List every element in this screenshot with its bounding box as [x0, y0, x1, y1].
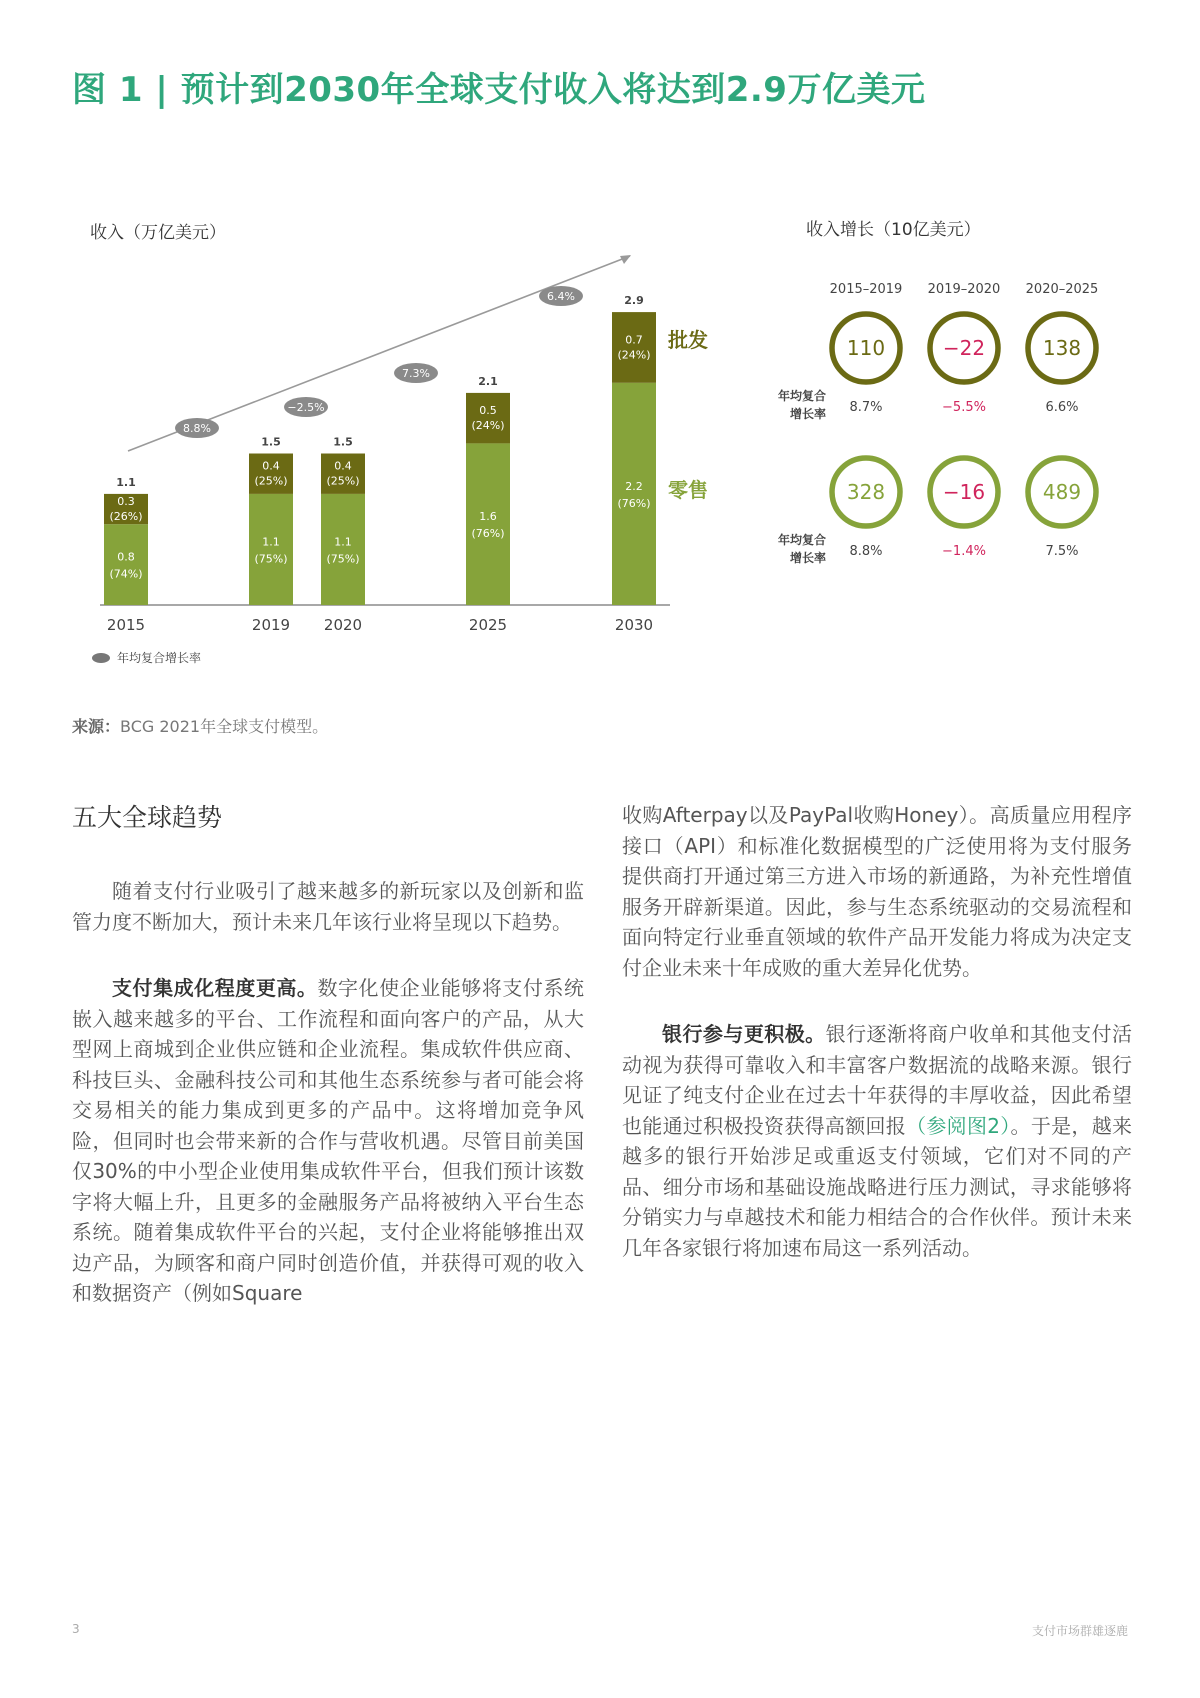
source-label: 来源： [72, 717, 121, 736]
cagr-label: 7.3% [402, 367, 430, 380]
banks-text-b: 。于是，越来越多的银行开始涉足或重返支付领域，它们对不同的产品、细分市场和基础设施战略进行压力测试，寻求能够将分销实力与卓越技术和能力相结合的合作伙伴。预计未来几年各家银行将加速布局这一系列活动。 [622, 1113, 1133, 1260]
wholesale-share-label: (24%) [617, 348, 651, 362]
total-value-label: 2.1 [478, 374, 498, 388]
cagr-row-label-line1: 年均复合 [777, 389, 826, 403]
bar-wholesale-2030 [612, 312, 656, 383]
intro-paragraph: 随着支付行业吸引了越来越多的新玩家以及创新和监管力度不断加大，预计未来几年该行业将呈现以下趋势。 [72, 879, 584, 934]
growth-value: −16 [942, 480, 986, 504]
cagr-value: −1.4% [942, 544, 986, 559]
period-header: 2019–2020 [927, 282, 1001, 297]
wholesale-share-label: (25%) [254, 474, 288, 488]
retail-series-label: 零售 [668, 478, 708, 502]
growth-table-title: 收入增长（10亿美元） [806, 220, 981, 240]
bar-retail-2030 [612, 383, 656, 605]
total-value-label: 2.9 [624, 294, 644, 308]
retail-share-label: (75%) [254, 552, 288, 566]
legend-label: 年均复合增长率 [117, 651, 202, 665]
integration-paragraph [72, 973, 584, 1309]
retail-share-label: (74%) [109, 567, 143, 581]
cagr-row-label-line2: 增长率 [789, 407, 826, 421]
category-label: 2030 [614, 616, 654, 634]
charts-canvas [0, 0, 1200, 700]
category-label: 2025 [468, 616, 508, 634]
banks-heading: 银行参与更积极。 [662, 1022, 826, 1046]
bar-retail-2020 [321, 494, 365, 605]
figure-title: 图 1 | 预计到2030年全球支付收入将达到2.9万亿美元 [72, 70, 926, 110]
continued-paragraph: 收购Afterpay以及PayPal收购Honey）。高质量应用程序接口（API）和标准化数据模型的广泛使用将为支付服务提供商打开通过第三方进入市场的新通路，为补充性增值服务开辟新渠道。因此，参与生态系统驱动的交易流程和面向特定行业垂直领域的软件产品开发能力将成为决定支付企业未来十年成败的重大差异化优势。 [622, 803, 1132, 980]
period-header: 2020–2025 [1025, 282, 1099, 297]
footer-title: 支付市场群雄逐鹿 [1031, 1624, 1128, 1638]
retail-value-label: 1.6 [479, 510, 497, 524]
bar-wholesale-2025 [466, 393, 510, 444]
cagr-value: 8.8% [849, 544, 883, 559]
bar-retail-2025 [466, 443, 510, 605]
source-text: BCG 2021年全球支付模型。 [120, 717, 329, 736]
retail-value-label: 0.8 [117, 550, 135, 564]
wholesale-value-label: 0.3 [117, 495, 135, 509]
cagr-value: 8.7% [849, 400, 883, 415]
retail-share-label: (75%) [326, 552, 360, 566]
figure-2-link[interactable]: （参阅图2） [906, 1113, 1011, 1138]
retail-share-label: (76%) [617, 496, 651, 510]
category-label: 2015 [106, 616, 146, 634]
left-column [72, 876, 584, 1345]
wholesale-value-label: 0.4 [334, 459, 352, 473]
integration-heading: 支付集成化程度更高。 [112, 976, 318, 1000]
period-header: 2015–2019 [829, 282, 903, 297]
wholesale-value-label: 0.7 [625, 333, 643, 347]
right-column [622, 800, 1132, 1299]
bar-retail-2019 [249, 494, 293, 605]
bar-chart-title: 收入（万亿美元） [90, 223, 226, 243]
wholesale-series-label: 批发 [668, 328, 708, 352]
cagr-row-label-line1: 年均复合 [777, 533, 826, 547]
legend-marker [92, 653, 110, 663]
growth-value: −22 [942, 336, 986, 360]
category-label: 2020 [323, 616, 363, 634]
page-number: 3 [72, 1622, 80, 1636]
section-title: 五大全球趋势 [72, 803, 223, 832]
cagr-value: 7.5% [1045, 544, 1079, 559]
retail-value-label: 1.1 [334, 535, 352, 549]
wholesale-share-label: (26%) [109, 510, 143, 524]
retail-value-label: 2.2 [625, 479, 643, 493]
growth-value: 489 [1042, 480, 1082, 504]
total-value-label: 1.1 [116, 475, 136, 489]
bar-retail-2015 [104, 524, 148, 605]
growth-value: 110 [846, 336, 886, 360]
wholesale-share-label: (25%) [326, 474, 360, 488]
total-value-label: 1.5 [333, 435, 353, 449]
growth-value: 138 [1042, 336, 1082, 360]
cagr-label: −2.5% [287, 401, 325, 414]
retail-share-label: (76%) [471, 527, 505, 541]
cagr-row-label-line2: 增长率 [789, 551, 826, 565]
cagr-value: 6.6% [1045, 400, 1079, 415]
cagr-label: 8.8% [183, 422, 211, 435]
integration-text: 数字化使企业能够将支付系统嵌入越来越多的平台、工作流程和面向客户的产品，从大型网上商城到企业供应链和企业流程。集成软件供应商、科技巨头、金融科技公司和其他生态系统参与者可能会将交易相关的能力集成到更多的产品中。这将增加竞争风险，但同时也会带来新的合作与营收机遇。尽管目前美国仅30%的中小型企业使用集成软件平台，但我们预计该数字将大幅上升，且更多的金融服务产品将被纳入平台生态系统。随着集成软件平台的兴起，支付企业将能够推出双边产品，为顾客和商户同时创造价值，并获得可观的收入和数据资产（例如Square [72, 976, 585, 1305]
category-label: 2019 [251, 616, 291, 634]
wholesale-share-label: (24%) [471, 419, 505, 433]
total-value-label: 1.5 [261, 435, 281, 449]
cagr-value: −5.5% [942, 400, 986, 415]
wholesale-value-label: 0.5 [479, 404, 497, 418]
banks-paragraph [622, 1019, 1132, 1263]
retail-value-label: 1.1 [262, 535, 280, 549]
growth-value: 328 [846, 480, 886, 504]
cagr-label: 6.4% [547, 290, 575, 303]
source-note [72, 714, 328, 737]
wholesale-value-label: 0.4 [262, 459, 280, 473]
banks-text-a: 银行逐渐将商户收单和其他支付活动视为获得可靠收入和丰富客户数据流的战略来源。银行见证了纯支付企业在过去十年获得的丰厚收益，因此希望也能通过积极投资获得高额回报 [622, 1022, 1133, 1138]
